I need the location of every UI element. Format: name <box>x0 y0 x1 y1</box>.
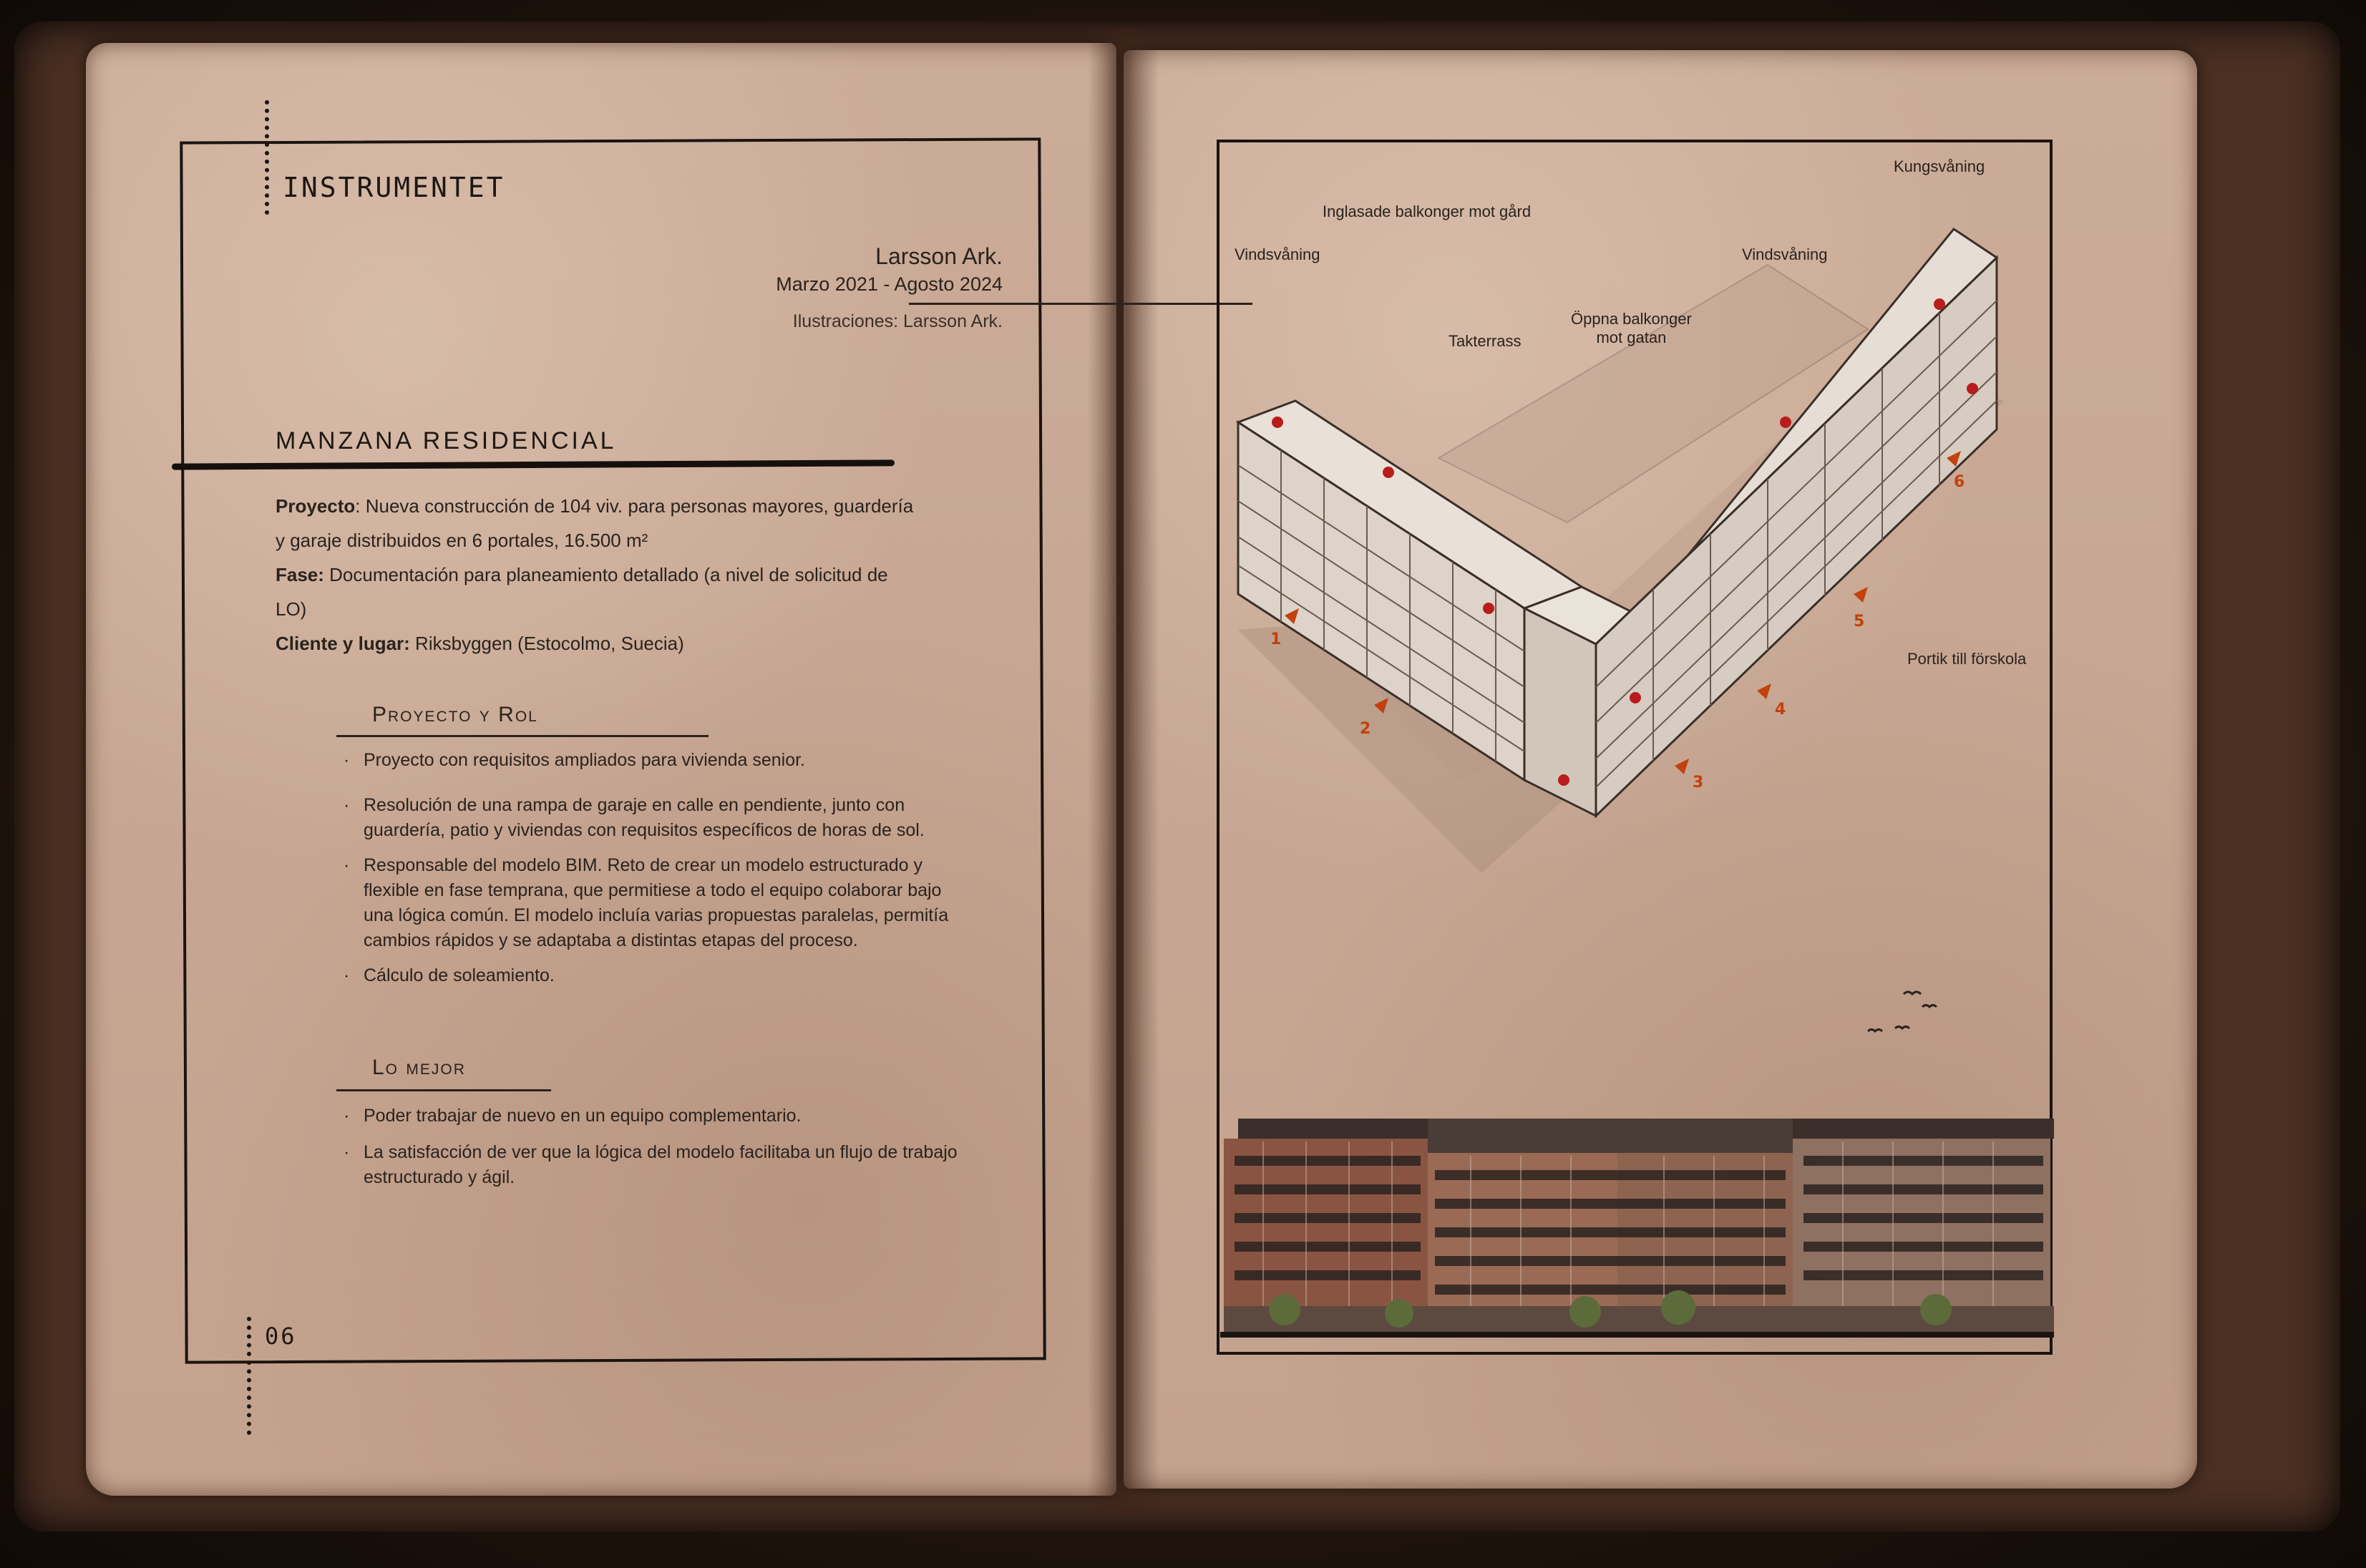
spec-client: Cliente y lugar: Riksbyggen (Estocolmo, Suecia) <box>276 633 684 654</box>
label-kungsvaning: Kungsvåning <box>1894 157 1985 175</box>
project-dates: Marzo 2021 - Agosto 2024 <box>776 273 1003 295</box>
list-item: · Resolución de una rampa de garaje en calle en pendiente, junto con guardería, patio y viviendas con requisitos específicos de horas de sol. <box>344 793 959 843</box>
page-number: 06 <box>265 1323 297 1350</box>
best-heading-underline <box>336 1089 551 1091</box>
spec-project: Proyecto: Nueva construcción de 104 viv. para personas mayores, guardería y garaje distribuidos en 6 portales, 16.500 m² <box>276 495 914 551</box>
list-item: · Cálculo de soleamiento. <box>344 963 959 988</box>
entrance-label-5: 5 <box>1854 613 1865 630</box>
label-portik-forskola: Portik till förskola <box>1907 650 2027 668</box>
axonometric-svg <box>1224 186 2047 902</box>
axonometric-drawing <box>1224 186 2047 902</box>
list-item: · La satisfacción de ver que la lógica del modelo facilitaba un flujo de trabajo estructurado y ágil. <box>344 1140 959 1190</box>
project-specs <box>276 489 920 661</box>
label-inglasade-balkonger: Inglasade balkonger mot gård <box>1323 203 1532 220</box>
best-list <box>344 1104 959 1200</box>
entrance-label-3: 3 <box>1693 774 1704 792</box>
birds-icon <box>1861 984 1947 1041</box>
label-vindsvaning-right: Vindsvåning <box>1742 245 1828 263</box>
label-oppna-balkonger: Öppna balkonger mot gatan <box>1571 310 1692 346</box>
list-item: · Proyecto con requisitos ampliados para vivienda senior. <box>344 748 959 773</box>
list-item: · Responsable del modelo BIM. Reto de crear un modelo estructurado y flexible en fase temprana, que permitiese a todo el equipo colaborar bajo una lógica común. El modelo incluía varias propuestas paralelas, permitía cambios rápidos y se adaptaba a distintas etapas del proceso. <box>344 853 959 953</box>
illustration-credit: Ilustraciones: Larsson Ark. <box>792 311 1003 331</box>
entrance-label-6: 6 <box>1954 473 1965 491</box>
dotted-rule-top <box>265 100 269 215</box>
dotted-rule-bottom <box>247 1317 251 1435</box>
role-heading-underline <box>336 735 709 737</box>
header-title: INSTRUMENTET <box>283 172 505 203</box>
label-takterrass: Takterrass <box>1449 332 1522 350</box>
section-title: MANZANA RESIDENCIAL <box>276 427 617 454</box>
entrance-label-4: 4 <box>1775 701 1786 719</box>
role-heading: Proyecto y Rol <box>372 703 538 726</box>
list-item: · Poder trabajar de nuevo en un equipo complementario. <box>344 1104 959 1129</box>
label-vindsvaning-left: Vindsvåning <box>1235 245 1320 263</box>
spec-phase: Fase: Documentación para planeamiento detallado (a nivel de solicitud de LO) <box>276 564 888 620</box>
entrance-label-2: 2 <box>1360 720 1371 738</box>
book-gutter <box>1088 29 1159 1517</box>
studio-name: Larsson Ark. <box>875 243 1003 269</box>
role-list <box>344 748 959 998</box>
entrance-label-1: 1 <box>1270 630 1282 648</box>
street-elevation-svg <box>1220 1113 2054 1356</box>
connector-line <box>909 303 1252 305</box>
best-heading: Lo mejor <box>372 1056 466 1079</box>
street-elevation <box>1220 1113 2054 1356</box>
